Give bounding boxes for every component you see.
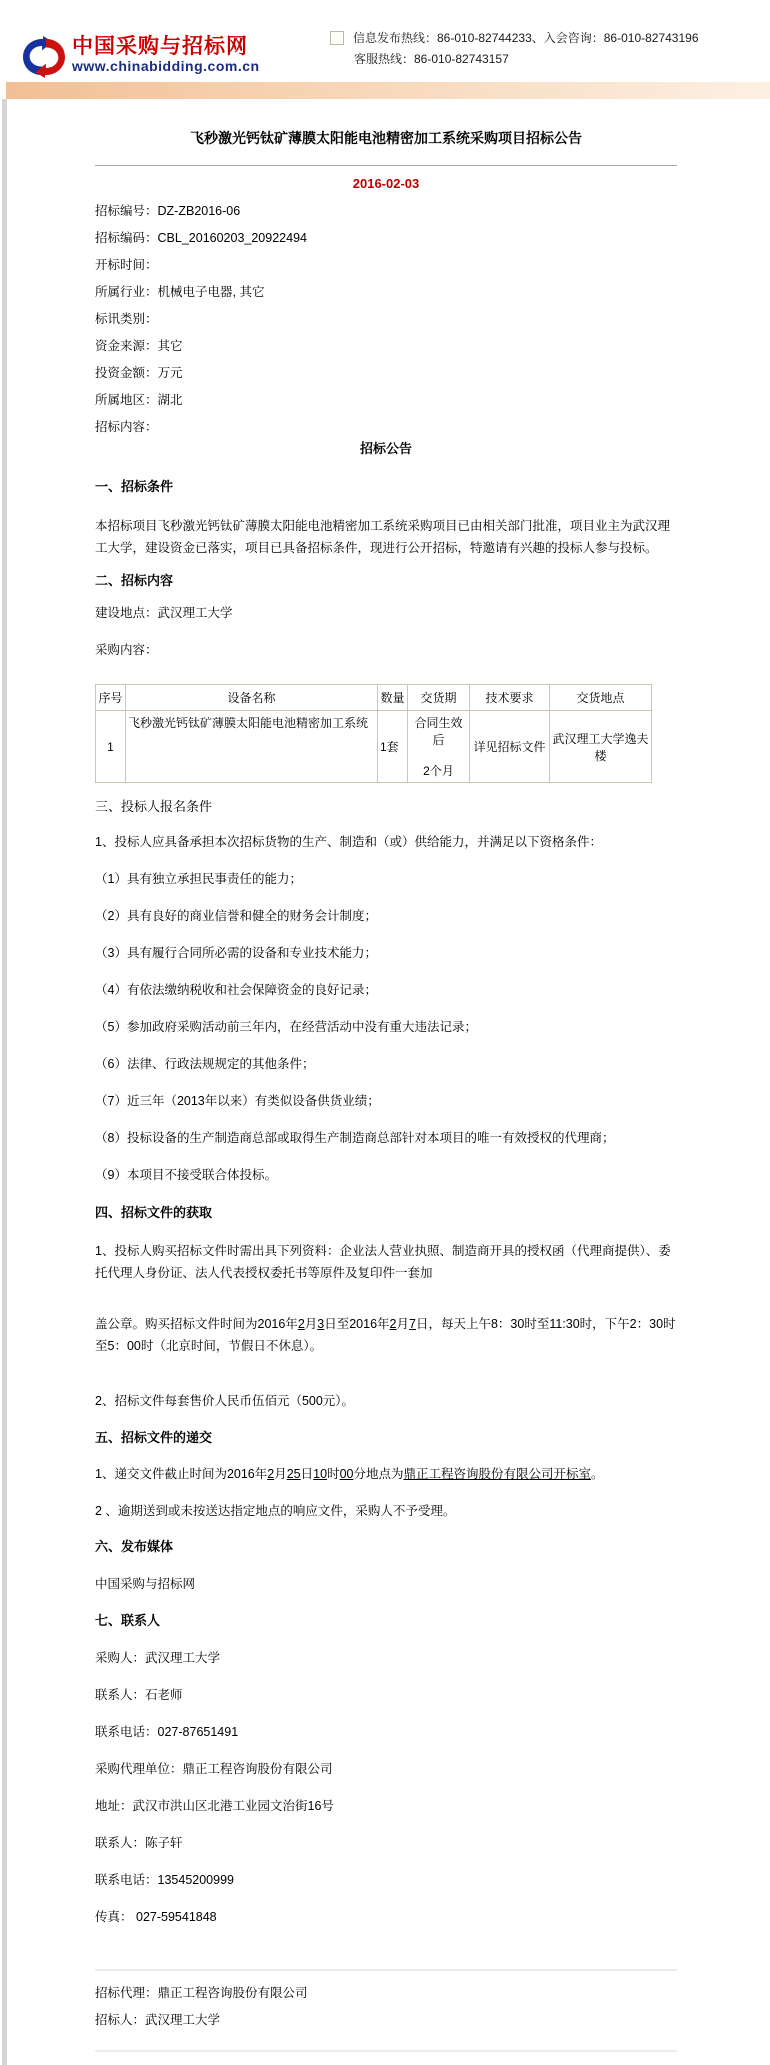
header-accent-bar <box>6 82 770 99</box>
hotline-line2: 客服热线：86-010-82743157 <box>354 52 509 66</box>
section4-para1: 1、投标人购买招标文件时需出具下列资料：企业法人营业执照、制造商开具的授权函（代理商提供）、委托代理人身份证、法人代表授权委托书等原件及复印件一套加 <box>95 1244 671 1280</box>
section6-heading: 六、发布媒体 <box>95 1539 174 1554</box>
section2-heading: 二、招标内容 <box>95 573 174 588</box>
contact-person-2: 联系人：陈子轩 <box>95 1836 183 1850</box>
contact-phone-1: 联系电话：027-87651491 <box>95 1725 239 1739</box>
section1-body: 本招标项目飞秒激光钙钛矿薄膜太阳能电池精密加工系统采购项目已由相关部门批准，项目业主为武汉理工大学，建设资金已落实，项目已具备招标条件，现进行公开招标，特邀请有兴趣的投标人参与投标。 <box>95 519 671 555</box>
col-tech: 技术要求 <box>470 685 550 711</box>
section5-para2: 2 、逾期送到或未按送达指定地点的响应文件，采购人不予受理。 <box>95 1504 456 1518</box>
contact-phone-2: 联系电话：13545200999 <box>95 1873 234 1887</box>
footer-agent: 招标代理：鼎正工程咨询股份有限公司 <box>95 1986 308 2000</box>
cell-seq: 1 <box>96 711 126 783</box>
section5-heading: 五、招标文件的递交 <box>95 1430 213 1445</box>
condition-item-1: （1）具有独立承担民事责任的能力； <box>95 872 302 886</box>
condition-item-8: （8）投标设备的生产制造商总部或取得生产制造商总部针对本项目的唯一有效授权的代理商； <box>95 1131 615 1145</box>
field-region: 所属地区：湖北 <box>95 393 183 407</box>
logo-text <box>72 36 260 75</box>
condition-item-7: （7）近三年（2013年以来）有类似设备供货业绩； <box>95 1094 380 1108</box>
field-industry: 所属行业：机械电子电器, 其它 <box>95 285 265 299</box>
section4-para2: 盖公章。购买招标文件时间为2016年2月3日至2016年2月7日，每天上午8：30时至11:30时，下午2：30时至5：00时（北京时间，节假日不休息）。 <box>95 1317 676 1353</box>
col-qty: 数量 <box>378 685 408 711</box>
field-fund-source: 资金来源：其它 <box>95 339 183 353</box>
title-divider <box>95 165 677 166</box>
contact-address: 地址：武汉市洪山区北港工业园文治街16号 <box>95 1799 334 1813</box>
chinabidding-logo-icon <box>20 36 68 78</box>
field-category: 标讯类别： <box>95 312 158 326</box>
col-device: 设备名称 <box>126 685 378 711</box>
col-seq: 序号 <box>96 685 126 711</box>
section3-heading: 三、投标人报名条件 <box>95 799 213 814</box>
condition-item-6: （6）法律、行政法规规定的其他条件； <box>95 1057 315 1071</box>
cell-delivery: 合同生效后 2个月 <box>408 711 470 783</box>
info-fields <box>95 203 677 435</box>
field-tender-code: 招标编码：CBL_20160203_20922494 <box>95 231 307 245</box>
contact-agency: 采购代理单位：鼎正工程咨询股份有限公司 <box>95 1762 333 1776</box>
hotline-block <box>330 30 699 67</box>
footer-divider-bottom <box>95 2050 677 2052</box>
condition-item-3: （3）具有履行合同所必需的设备和专业技术能力； <box>95 946 377 960</box>
hotline-bullet-icon <box>330 31 344 45</box>
section7-heading: 七、联系人 <box>95 1613 161 1628</box>
page-title: 飞秒激光钙钛矿薄膜太阳能电池精密加工系统采购项目招标公告 <box>190 130 582 146</box>
field-investment: 投资金额：万元 <box>95 366 183 380</box>
section4-heading: 四、招标文件的获取 <box>95 1205 213 1220</box>
publish-date: 2016-02-03 <box>352 176 420 191</box>
field-open-time: 开标时间： <box>95 258 158 272</box>
cell-device: 飞秒激光钙钛矿薄膜太阳能电池精密加工系统 <box>126 711 378 783</box>
site-url: www.chinabidding.com.cn <box>72 58 260 74</box>
section5-para1: 1、递交文件截止时间为2016年2月25日10时00分地点为鼎正工程咨询股份有限公司开标室。 <box>95 1467 604 1481</box>
section3-intro: 1、投标人应具备承担本次招标货物的生产、制造和（或）供给能力，并满足以下资格条件： <box>95 835 602 849</box>
condition-item-2: （2）具有良好的商业信誉和健全的财务会计制度； <box>95 909 377 923</box>
section4-para3: 2、招标文件每套售价人民币伍佰元（500元）。 <box>95 1394 355 1408</box>
col-delivery: 交货期 <box>408 685 470 711</box>
left-edge-strip <box>2 95 7 2065</box>
footer-tenderee: 招标人：武汉理工大学 <box>95 2013 221 2027</box>
contact-fax: 传真： 027-59541848 <box>95 1910 217 1924</box>
contact-purchaser: 采购人：武汉理工大学 <box>95 1651 221 1665</box>
contact-person-1: 联系人：石老师 <box>95 1688 183 1702</box>
condition-item-9: （9）本项目不接受联合体投标。 <box>95 1168 277 1182</box>
field-tender-content: 招标内容： <box>95 420 158 434</box>
footer-divider-top <box>95 1969 677 1971</box>
notice-content <box>95 99 677 2052</box>
hotline-line1: 信息发布热线：86-010-82744233、入会咨询：86-010-82743196 <box>353 31 699 45</box>
condition-item-5: （5）参加政府采购活动前三年内，在经营活动中没有重大违法记录； <box>95 1020 477 1034</box>
condition-item-4: （4）有依法缴纳税收和社会保障资金的良好记录； <box>95 983 377 997</box>
field-tender-number: 招标编号：DZ-ZB2016-06 <box>95 204 241 218</box>
announcement-heading: 招标公告 <box>359 441 412 456</box>
cell-tech: 详见招标文件 <box>470 711 550 783</box>
table-row <box>96 711 652 783</box>
purchase-content-label: 采购内容： <box>95 643 158 657</box>
purchase-table <box>95 684 652 783</box>
site-header <box>0 0 770 99</box>
site-name: 中国采购与招标网 <box>72 35 248 58</box>
cell-qty: 1套 <box>378 711 408 783</box>
table-header-row <box>96 685 652 711</box>
cell-place: 武汉理工大学逸夫楼 <box>550 711 652 783</box>
construction-location: 建设地点：武汉理工大学 <box>95 606 233 620</box>
site-logo[interactable] <box>20 36 260 78</box>
section1-heading: 一、招标条件 <box>95 479 174 494</box>
section6-body: 中国采购与招标网 <box>95 1577 196 1591</box>
col-place: 交货地点 <box>550 685 652 711</box>
